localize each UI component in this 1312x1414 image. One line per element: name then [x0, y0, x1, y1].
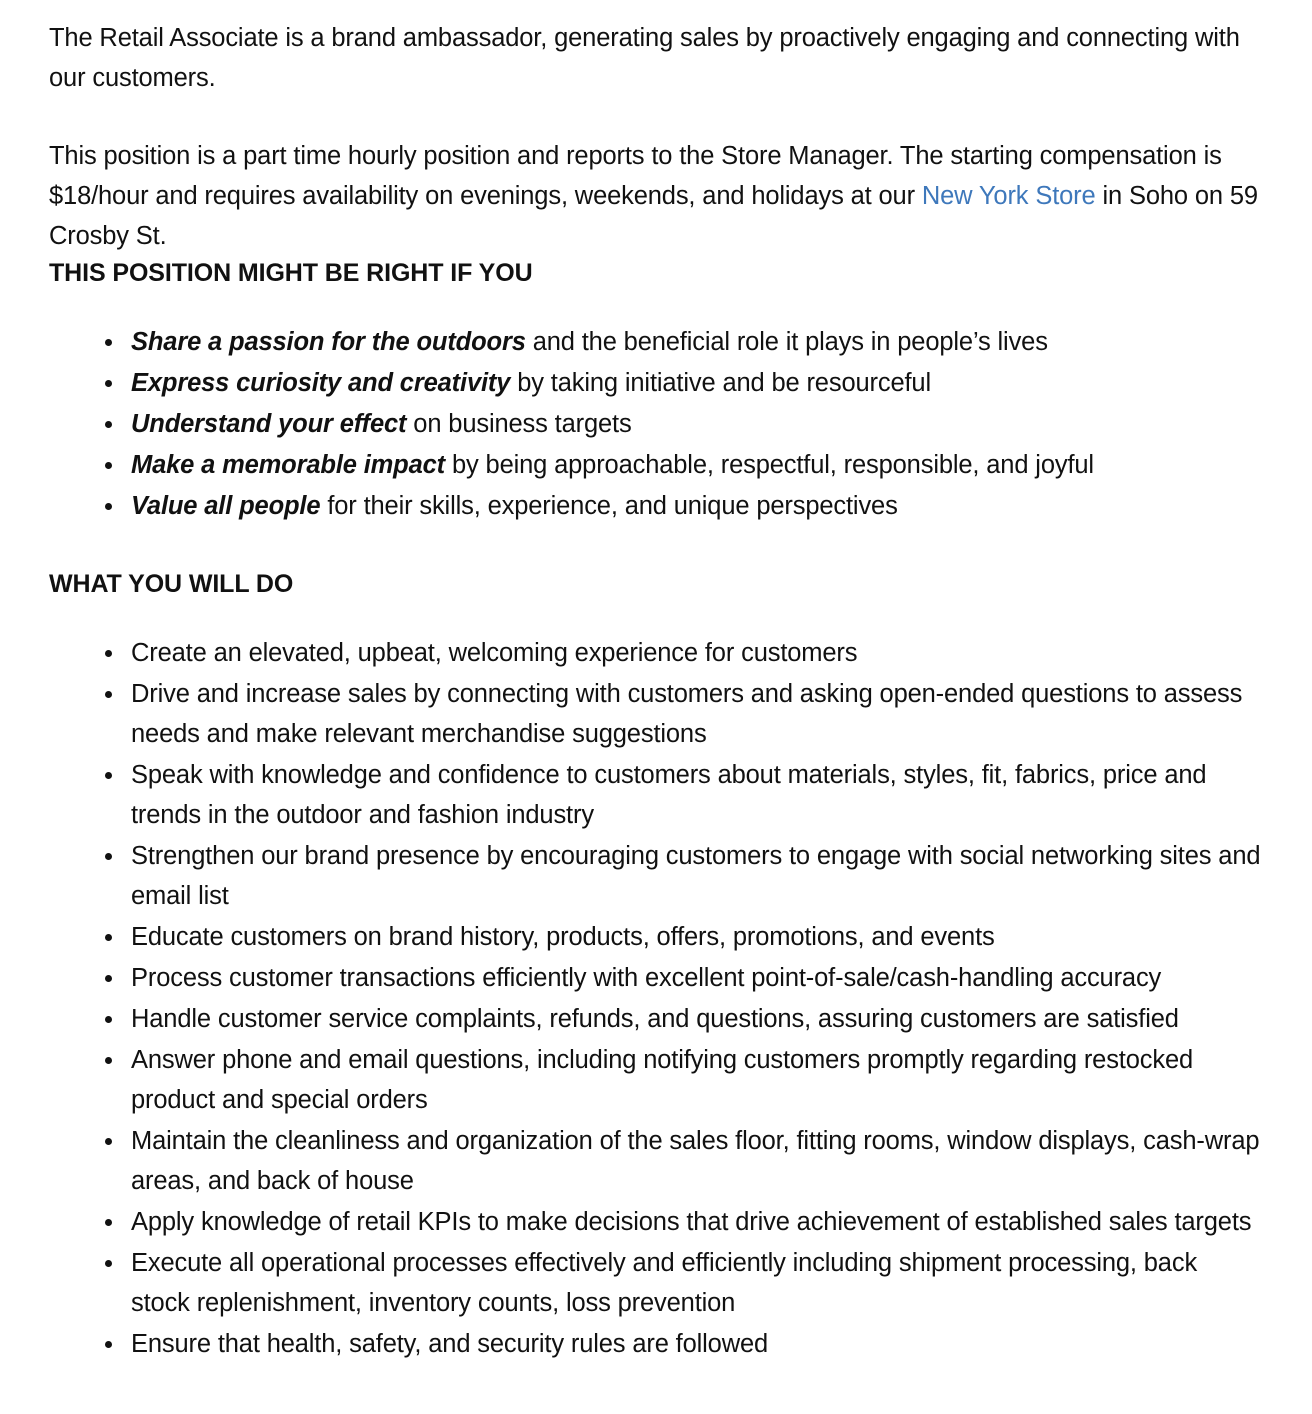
list-item [49, 1121, 1262, 1201]
list-item-lead: Value all people [131, 492, 321, 520]
list-item [49, 322, 1262, 362]
list-item-text: Answer phone and email questions, including notifying customers promptly regarding restocked product and special orders [131, 1046, 1194, 1114]
list-item-lead: Make a memorable impact [131, 451, 446, 479]
list-item [49, 958, 1262, 998]
list-item [49, 917, 1262, 957]
section-heading-right-if-you: THIS POSITION MIGHT BE RIGHT IF YOU [49, 259, 533, 287]
list-item [49, 674, 1262, 754]
list-item-text: on business targets [406, 410, 632, 438]
list-item-text: Maintain the cleanliness and organization of the sales floor, fitting rooms, window displays, cash-wrap areas, and back of house [131, 1127, 1260, 1195]
position-text-after-link: in Soho on 59 Crosby St. [49, 182, 1258, 250]
list-item-text: Drive and increase sales by connecting with customers and asking open-ended questions to assess needs and make relevant merchandise suggestions [131, 680, 1243, 748]
list-item [49, 363, 1262, 403]
right-if-you-list [49, 322, 1262, 526]
list-item [49, 486, 1262, 526]
intro-paragraph: The Retail Associate is a brand ambassador, generating sales by proactively engaging and connecting with our customers. [49, 24, 1240, 92]
list-item [49, 836, 1262, 916]
list-item-text: Educate customers on brand history, products, offers, promotions, and events [131, 923, 995, 951]
section-heading-right-if-you-block [49, 256, 1262, 290]
section-heading-what-you-will-do: WHAT YOU WILL DO [49, 570, 294, 598]
list-item [49, 1040, 1262, 1120]
list-item-text: by being approachable, respectful, responsible, and joyful [445, 451, 1094, 479]
list-item [49, 1324, 1262, 1364]
list-item-lead: Express curiosity and creativity [131, 369, 511, 397]
list-item-text: Apply knowledge of retail KPIs to make decisions that drive achievement of established sales targets [131, 1208, 1252, 1236]
list-item [49, 755, 1262, 835]
list-item-lead: Share a passion for the outdoors [131, 328, 526, 356]
list-item-text: for their skills, experience, and unique perspectives [320, 492, 898, 520]
list-item [49, 445, 1262, 485]
list-item [49, 404, 1262, 444]
list-item [49, 1202, 1262, 1242]
new-york-store-link[interactable]: New York Store [921, 182, 1096, 210]
list-item-lead: Understand your effect [131, 410, 407, 438]
list-item-text: by taking initiative and be resourceful [510, 369, 931, 397]
what-you-will-do-list [49, 633, 1262, 1364]
spacer [49, 527, 1262, 567]
list-item-text: Process customer transactions efficiently with excellent point-of-sale/cash-handling accuracy [131, 964, 1162, 992]
list-item-text: Ensure that health, safety, and security rules are followed [131, 1330, 769, 1358]
list-item [49, 1243, 1262, 1323]
list-item-text: Strengthen our brand presence by encouraging customers to engage with social networking sites and email list [131, 842, 1261, 910]
list-item-text: Handle customer service complaints, refunds, and questions, assuring customers are satisfied [131, 1005, 1179, 1033]
list-item-text: and the beneficial role it plays in people’s lives [525, 328, 1048, 356]
list-item [49, 633, 1262, 673]
list-item-text: Execute all operational processes effectively and efficiently including shipment processing, back stock replenishment, inventory counts, loss prevention [131, 1249, 1198, 1317]
list-item-text: Create an elevated, upbeat, welcoming experience for customers [131, 639, 858, 667]
position-details-paragraph [49, 136, 1262, 256]
list-item-text: Speak with knowledge and confidence to customers about materials, styles, fit, fabrics, price and trends in the outdoor and fashion industry [131, 761, 1207, 829]
position-text-before-link: This position is a part time hourly position and reports to the Store Manager. The starting compensation is $18/hour and requires availability on evenings, weekends, and holidays at our [49, 142, 1222, 210]
section-heading-what-you-will-do-block [49, 567, 1262, 601]
list-item [49, 999, 1262, 1039]
